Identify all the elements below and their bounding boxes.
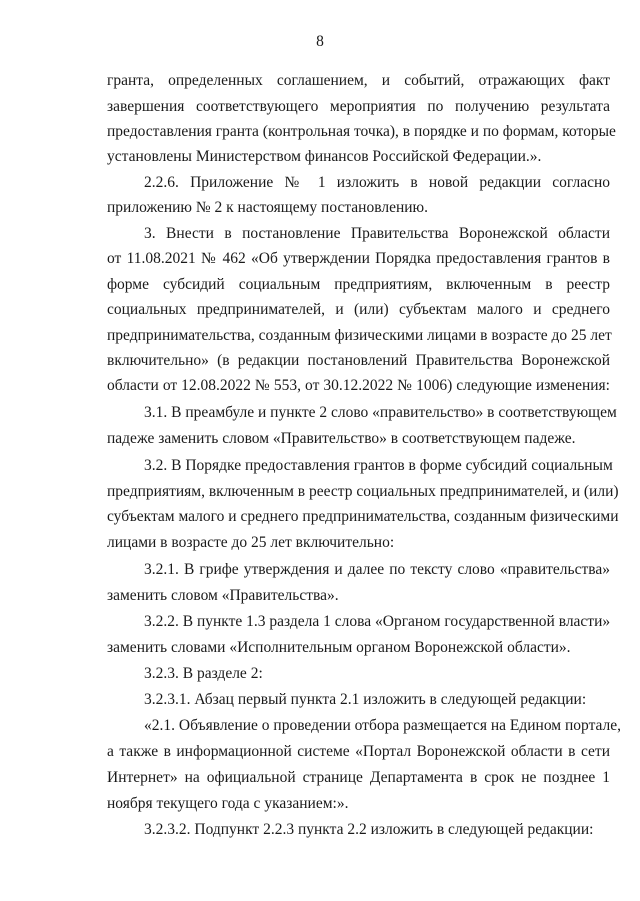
- text-line: предприятиям, включенным в реестр социальных предпринимателей, и (или): [107, 483, 619, 500]
- text-line: включительно» (в редакции постановлений Правительства Воронежской: [107, 352, 610, 369]
- text-line: гранта, определенных соглашением, и событий, отражающих факт: [107, 72, 610, 89]
- text-line: «2.1. Объявление о проведении отбора размещается на Едином портале,: [144, 717, 622, 734]
- text-line: предоставления гранта (контрольная точка), в порядке и по формам, которые: [107, 123, 616, 140]
- text-line: от 11.08.2021 № 462 «Об утверждении Порядка предоставления грантов в: [107, 250, 610, 267]
- text-line: заменить словами «Исполнительным органом Воронежской области».: [107, 639, 571, 656]
- text-line: приложению № 2 к настоящему постановлению.: [107, 199, 428, 216]
- text-line: заменить словом «Правительства».: [107, 587, 339, 604]
- text-line: социальных предпринимателей, и (или) субъектам малого и среднего: [107, 301, 610, 318]
- text-line: предпринимательства, созданным физическими лицами в возрасте до 25 лет: [107, 327, 612, 344]
- text-line: 3.2.1. В грифе утверждения и далее по тексту слово «правительства»: [144, 561, 610, 578]
- text-line: форме субсидий социальным предприятиям, включенным в реестр: [107, 276, 610, 293]
- text-line: ноября текущего года с указанием:».: [107, 795, 349, 812]
- text-line: завершения соответствующего мероприятия по получению результата: [107, 98, 610, 115]
- text-line: 3.1. В преамбуле и пункте 2 слово «правительство» в соответствующем: [144, 404, 617, 421]
- text-line: лицами в возрасте до 25 лет включительно:: [107, 534, 395, 551]
- page-number: 8: [316, 33, 324, 50]
- text-line: установлены Министерством финансов Российской Федерации.».: [107, 148, 542, 165]
- text-line: 2.2.6. Приложение № 1 изложить в новой редакции согласно: [144, 174, 610, 191]
- text-line: 3.2.3. В разделе 2:: [144, 665, 263, 682]
- text-line: 3.2.3.1. Абзац первый пункта 2.1 изложить в следующей редакции:: [144, 691, 587, 708]
- text-line: субъектам малого и среднего предпринимательства, созданным физическими: [107, 508, 619, 525]
- text-line: 3.2.2. В пункте 1.3 раздела 1 слова «Органом государственной власти»: [144, 613, 611, 630]
- text-line: а также в информационной системе «Портал Воронежской области в сети: [107, 743, 610, 760]
- text-line: Интернет» на официальной странице Департамента в срок не позднее 1: [107, 769, 610, 786]
- text-line: области от 12.08.2022 № 553, от 30.12.2022 № 1006) следующие изменения:: [107, 377, 610, 394]
- text-line: 3.2. В Порядке предоставления грантов в форме субсидий социальным: [144, 457, 613, 474]
- text-line: 3.2.3.2. Подпункт 2.2.3 пункта 2.2 изложить в следующей редакции:: [144, 821, 594, 838]
- text-line: 3. Внести в постановление Правительства Воронежской области: [144, 225, 610, 242]
- text-line: падеже заменить словом «Правительство» в соответствующем падеже.: [107, 430, 576, 447]
